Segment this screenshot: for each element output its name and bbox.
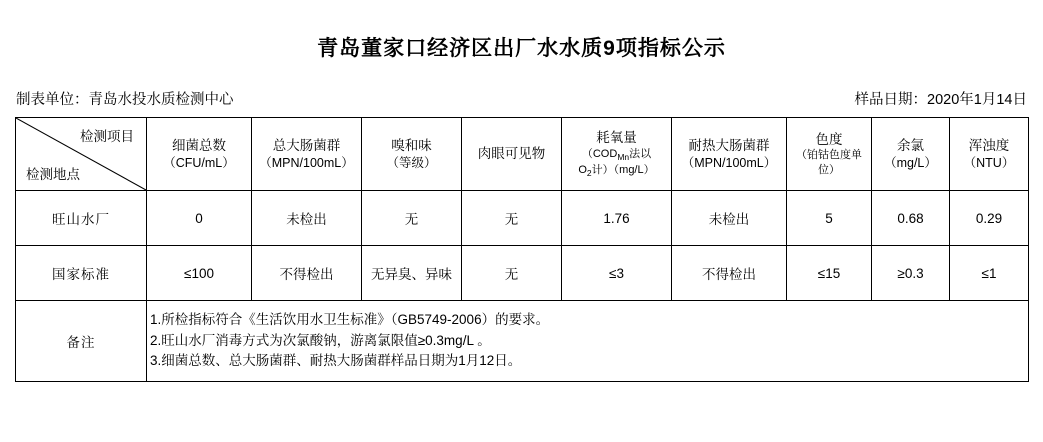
column-header-name: 耗氧量 — [596, 129, 637, 145]
cell-total-coliform: 未检出 — [252, 191, 362, 246]
column-header-turbidity — [950, 118, 1029, 191]
column-header-unit: （mg/L） — [884, 155, 937, 170]
note-line: 1.所检指标符合《生活饮用水卫生标准》（GB5749-2006）的要求。 — [150, 311, 550, 327]
cell-total-coliform: 不得检出 — [252, 246, 362, 301]
cell-visible-matter: 无 — [462, 246, 562, 301]
column-header-name: 色度 — [815, 131, 843, 147]
column-header-name: 耐热大肠菌群 — [688, 138, 770, 154]
notes-content — [147, 301, 1029, 382]
cell-turbidity: ≤1 — [950, 246, 1029, 301]
cell-residual-chlorine: 0.68 — [872, 191, 950, 246]
cell-thermotolerant-coliform: 未检出 — [672, 191, 787, 246]
cell-bacteria-count: 0 — [147, 191, 252, 246]
table-header-row — [16, 118, 1029, 191]
corner-top-right-label: 检测项目 — [80, 129, 134, 144]
column-header-unit: （NTU） — [963, 155, 1015, 170]
table-row — [16, 246, 1029, 301]
sample-date-label: 样品日期：2020年1月14日 — [854, 92, 1027, 108]
column-header-name: 浑浊度 — [968, 138, 1010, 154]
page-title: 青岛董家口经济区出厂水水质9项指标公示 — [317, 37, 726, 60]
column-header-residual-chlorine — [872, 118, 950, 191]
column-header-visible-matter — [462, 118, 562, 191]
cell-bacteria-count: ≤100 — [147, 246, 252, 301]
column-header-thermotolerant-coliform — [672, 118, 787, 191]
column-header-unit: （$COD_{Mn}$法以 — [581, 147, 652, 162]
notes-label: 备注 — [16, 301, 147, 382]
cell-oxygen-consumption: 1.76 — [562, 191, 672, 246]
column-header-name: 余氯 — [897, 138, 924, 154]
cell-odor-taste: 无 — [362, 191, 462, 246]
note-line: 2.旺山水厂消毒方式为次氯酸钠，游离氯限值≥0.3mg/L 。 — [150, 332, 491, 348]
column-header-bacteria-count — [147, 118, 252, 191]
note-line: 3.细菌总数、总大肠菌群、耐热大肠菌群样品日期为1月12日。 — [150, 353, 522, 369]
column-header-unit: （等级） — [386, 155, 437, 170]
column-header-unit-2: $O_2$计）（mg/L） — [578, 163, 655, 178]
cell-turbidity: 0.29 — [950, 191, 1029, 246]
row-label-national-standard: 国家标准 — [16, 246, 147, 301]
row-label-wangshan-plant: 旺山水厂 — [16, 191, 147, 246]
report-page — [0, 32, 1043, 442]
column-header-unit: （MPN/100mL） — [681, 155, 777, 170]
table-row — [16, 191, 1029, 246]
column-header-name: 细菌总数 — [172, 138, 226, 154]
column-header-unit: （CFU/mL） — [163, 155, 235, 170]
table-notes-row — [16, 301, 1029, 382]
corner-bottom-left-label: 检测地点 — [26, 167, 80, 182]
cell-chromaticity: ≤15 — [787, 246, 872, 301]
column-header-unit: （铂钴色度单位） — [796, 149, 862, 176]
cell-thermotolerant-coliform: 不得检出 — [672, 246, 787, 301]
cell-oxygen-consumption: ≤3 — [562, 246, 672, 301]
column-header-unit: （MPN/100mL） — [259, 155, 354, 170]
cell-residual-chlorine: ≥0.3 — [872, 246, 950, 301]
column-header-name: 肉眼可见物 — [477, 146, 546, 162]
column-header-name: 嗅和味 — [391, 138, 432, 154]
maker-unit-label: 制表单位：青岛水投水质检测中心 — [16, 92, 234, 108]
column-header-chromaticity — [787, 118, 872, 191]
column-header-odor-taste — [362, 118, 462, 191]
cell-visible-matter: 无 — [462, 191, 562, 246]
table-corner-cell — [16, 118, 147, 191]
column-header-total-coliform — [252, 118, 362, 191]
cell-odor-taste: 无异臭、异味 — [362, 246, 462, 301]
column-header-oxygen-consumption — [562, 118, 672, 191]
water-quality-table — [15, 117, 1029, 382]
cell-chromaticity: 5 — [787, 191, 872, 246]
meta-row — [16, 88, 1027, 109]
column-header-name: 总大肠菌群 — [272, 138, 341, 154]
